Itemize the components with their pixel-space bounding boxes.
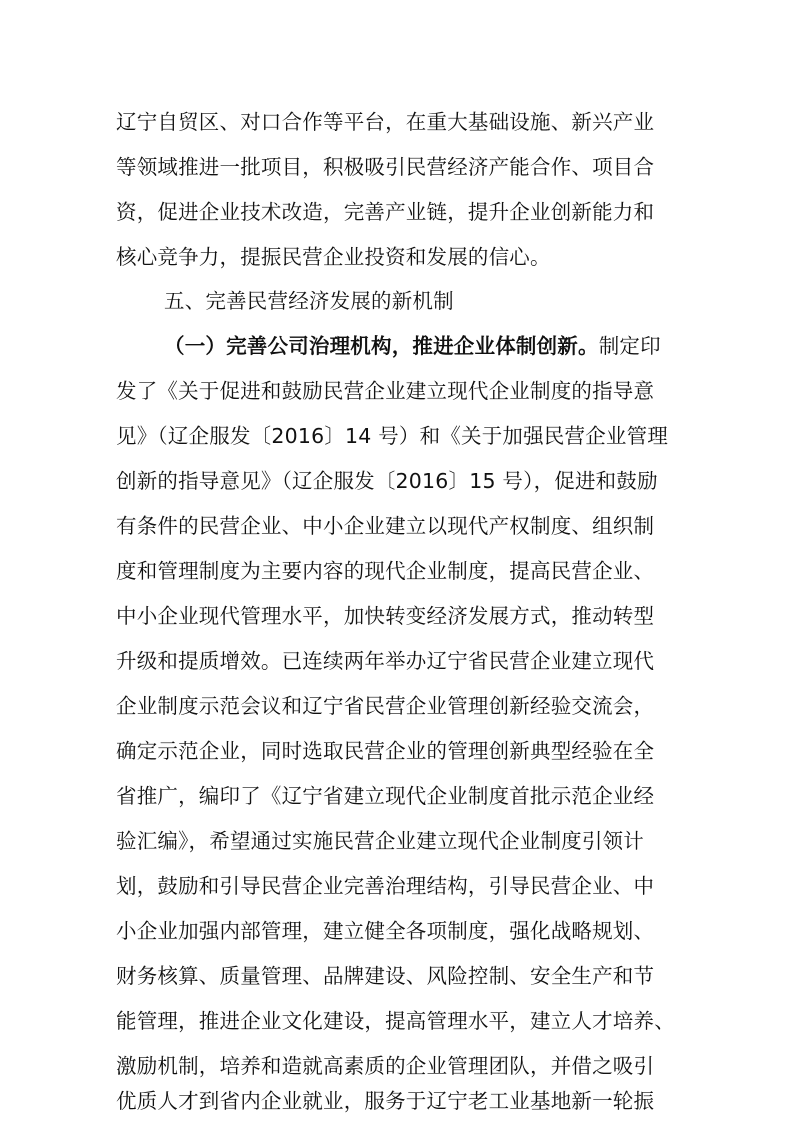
paragraph-line: 升级和提质增效。已连续两年举办辽宁省民营企业建立现代 bbox=[116, 649, 655, 673]
paragraph-line: 验汇编》，希望通过实施民营企业建立现代企业制度引领计 bbox=[116, 829, 644, 853]
paragraph-line: 激励机制，培养和造就高素质的企业管理团队，并借之吸引 bbox=[116, 1054, 655, 1078]
paragraph-line: 创新的指导意见》（辽企服发〔2016〕15 号），促进和鼓励 bbox=[116, 469, 658, 493]
paragraph-line: 发了《关于促进和鼓励民营企业建立现代企业制度的指导意 bbox=[116, 379, 655, 403]
subsection-heading: （一）完善公司治理机构，推进企业体制创新。 bbox=[164, 334, 599, 358]
paragraph-line: 资，促进企业技术改造，完善产业链，提升企业创新能力和 bbox=[116, 200, 655, 224]
paragraph-line: 省推广，编印了《辽宁省建立现代企业制度首批示范企业经 bbox=[116, 784, 655, 808]
paragraph-line: 企业制度示范会议和辽宁省民营企业管理创新经验交流会， bbox=[116, 694, 655, 718]
paragraph-line: 有条件的民营企业、中小企业建立以现代产权制度、组织制 bbox=[116, 514, 655, 538]
paragraph-line: 优质人才到省内企业就业，服务于辽宁老工业基地新一轮振 bbox=[116, 1089, 655, 1113]
paragraph-line: 度和管理制度为主要内容的现代企业制度，提高民营企业、 bbox=[116, 559, 655, 583]
paragraph-line: 中小企业现代管理水平，加快转变经济发展方式，推动转型 bbox=[116, 604, 655, 628]
paragraph-line: 财务核算、质量管理、品牌建设、风险控制、安全生产和节 bbox=[116, 964, 655, 988]
paragraph-line: 小企业加强内部管理，建立健全各项制度，强化战略规划、 bbox=[116, 919, 655, 943]
subsection-text: 制定印 bbox=[598, 334, 661, 358]
paragraph-line: 划，鼓励和引导民营企业完善治理结构，引导民营企业、中 bbox=[116, 874, 655, 898]
subsection-line bbox=[164, 331, 744, 361]
paragraph-line: 能管理，推进企业文化建设，提高管理水平，建立人才培养、 bbox=[116, 1009, 675, 1033]
paragraph-line: 确定示范企业，同时选取民营企业的管理创新典型经验在全 bbox=[116, 739, 655, 763]
paragraph-line: 辽宁自贸区、对口合作等平台，在重大基础设施、新兴产业 bbox=[116, 110, 655, 134]
paragraph-line: 见》（辽企服发〔2016〕14 号）和《关于加强民营企业管理 bbox=[116, 424, 669, 448]
paragraph-line: 等领域推进一批项目，积极吸引民营经济产能合作、项目合 bbox=[116, 155, 655, 179]
paragraph-line: 核心竞争力，提振民营企业投资和发展的信心。 bbox=[116, 245, 551, 269]
section-heading: 五、完善民营经济发展的新机制 bbox=[164, 289, 454, 313]
